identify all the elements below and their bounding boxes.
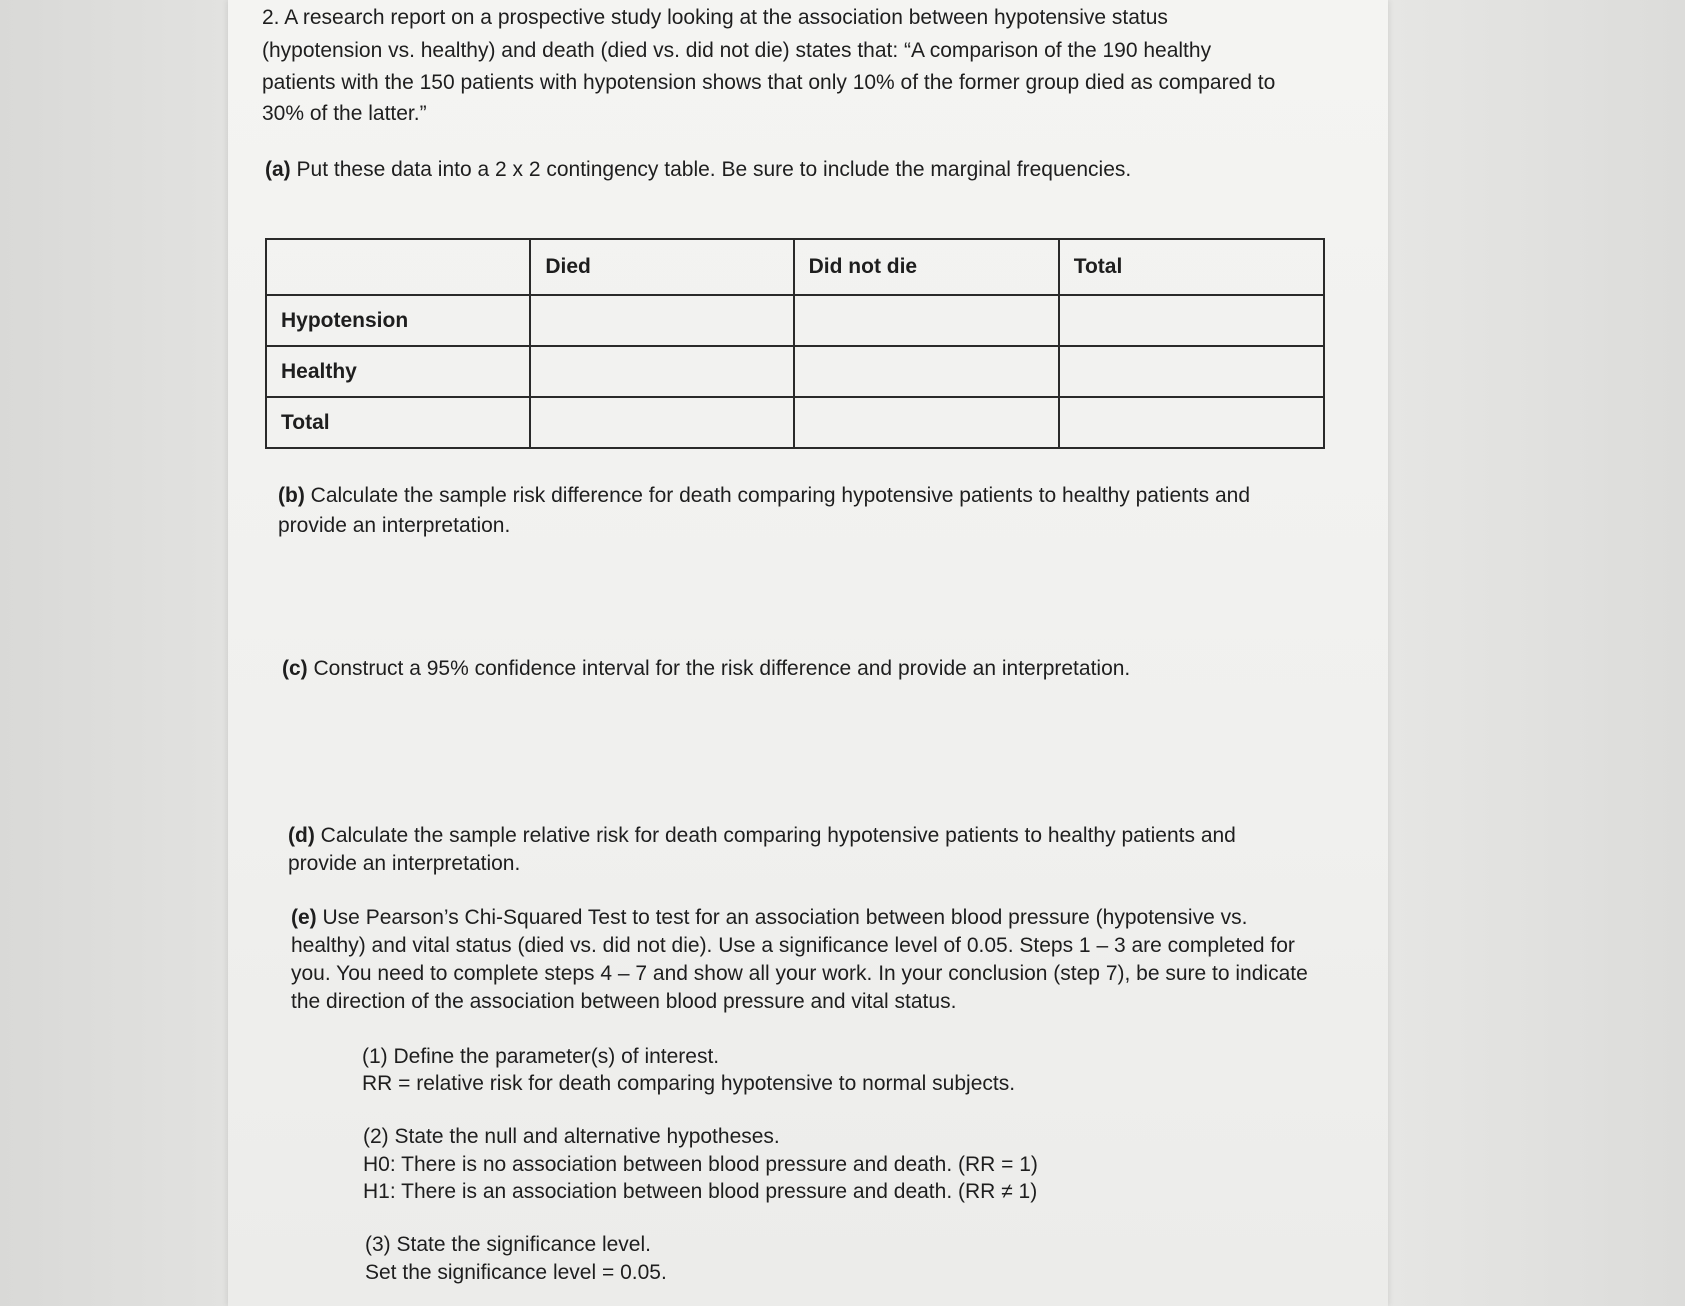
part-a-text: Put these data into a 2 x 2 contingency table. Be sure to include the marginal frequencies. <box>296 158 1132 181</box>
part-a-prompt <box>265 154 1131 185</box>
table-header-did-not-die: Did not die <box>794 239 1059 295</box>
part-e-line-3: you. You need to complete steps 4 – 7 and show all your work. In your conclusion (step 7), be sure to indicate <box>291 962 1308 985</box>
part-c-text: Construct a 95% confidence interval for the risk difference and provide an interpretation. <box>313 657 1131 680</box>
table-row-healthy <box>266 346 1324 397</box>
row-label-total: Total <box>266 397 530 448</box>
part-b-line-2: provide an interpretation. <box>278 514 511 537</box>
cell-healthy-total[interactable] <box>1059 346 1324 397</box>
part-e-label: (e) <box>291 906 317 929</box>
part-a-label: (a) <box>265 158 291 181</box>
part-b-line-1 <box>278 480 1250 511</box>
contingency-table <box>265 238 1325 449</box>
step-3-heading: (3) State the significance level. <box>365 1233 651 1256</box>
table-header-blank <box>266 239 530 295</box>
step-2-line-2: H1: There is an association between blood pressure and death. (RR ≠ 1) <box>363 1180 1038 1203</box>
desk-background-right <box>1385 0 1685 1306</box>
row-label-healthy: Healthy <box>266 346 530 397</box>
part-c-label: (c) <box>282 657 308 680</box>
question-intro-line-2: (hypotension vs. healthy) and death (died vs. did not die) states that: “A comparison of the 190 healthy <box>262 39 1212 62</box>
cell-healthy-did-not-die[interactable] <box>794 346 1059 397</box>
cell-total-total[interactable] <box>1059 397 1324 448</box>
cell-hypotension-died[interactable] <box>530 295 793 346</box>
cell-total-died[interactable] <box>530 397 793 448</box>
part-b-label: (b) <box>278 484 305 507</box>
part-d-line-1 <box>288 820 1236 851</box>
part-e-line-1 <box>291 902 1247 933</box>
part-e-line-2: healthy) and vital status (died vs. did not die). Use a significance level of 0.05. Steps 1 – 3 are completed for <box>291 934 1295 957</box>
cell-healthy-died[interactable] <box>530 346 793 397</box>
part-e-line-4: the direction of the association between blood pressure and vital status. <box>291 990 957 1013</box>
cell-hypotension-did-not-die[interactable] <box>794 295 1059 346</box>
question-text: A research report on a prospective study looking at the association between hypotensive status <box>284 6 1168 29</box>
table-header-died: Died <box>530 239 793 295</box>
table-header-row <box>266 239 1324 295</box>
step-3-line-1: Set the significance level = 0.05. <box>365 1261 667 1284</box>
step-1-line-1: RR = relative risk for death comparing hypotensive to normal subjects. <box>362 1072 1016 1095</box>
row-label-hypotension: Hypotension <box>266 295 530 346</box>
part-e-text: Use Pearson’s Chi-Squared Test to test for an association between blood pressure (hypotensive vs. <box>322 906 1248 929</box>
step-2-line-1: H0: There is no association between blood pressure and death. (RR = 1) <box>363 1153 1038 1176</box>
cell-total-did-not-die[interactable] <box>794 397 1059 448</box>
step-2-heading: (2) State the null and alternative hypotheses. <box>363 1125 780 1148</box>
table-row-total <box>266 397 1324 448</box>
part-d-label: (d) <box>288 824 315 847</box>
cell-hypotension-total[interactable] <box>1059 295 1324 346</box>
part-d-line-2: provide an interpretation. <box>288 852 521 875</box>
part-c-prompt <box>282 653 1130 684</box>
part-d-text: Calculate the sample relative risk for death comparing hypotensive patients to healthy patients and <box>320 824 1236 847</box>
step-1-heading: (1) Define the parameter(s) of interest. <box>362 1045 720 1068</box>
part-b-text: Calculate the sample risk difference for death comparing hypotensive patients to healthy patients and <box>310 484 1251 507</box>
table-header-total: Total <box>1059 239 1324 295</box>
question-intro-line-4: 30% of the latter.” <box>262 102 427 125</box>
table-row-hypotension <box>266 295 1324 346</box>
question-intro-line-3: patients with the 150 patients with hypotension shows that only 10% of the former group died as compared to <box>262 71 1276 94</box>
question-intro-line-1 <box>262 2 1168 33</box>
desk-background-left <box>0 0 230 1306</box>
question-number: 2. <box>262 6 280 29</box>
